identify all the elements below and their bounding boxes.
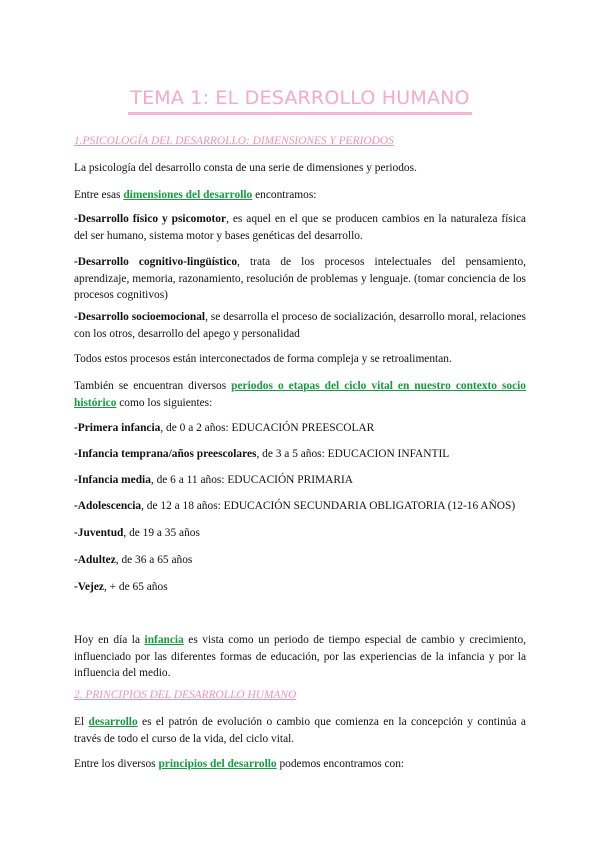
list-item-periodo [74,472,526,489]
list-item-periodo [74,525,526,542]
list-item-periodo [74,579,526,596]
term-socio: -Desarrollo socioemocional [74,311,206,323]
list-item-periodo [74,498,526,515]
el-post: es el patrón de evolución o cambio que comienza en la concepción y continúa a través de todo el curso de la vida, del ciclo vital. [74,716,526,745]
list-item-periodo [74,420,526,437]
tambien-pre: También se encuentran diversos [74,380,232,392]
periodo-text: , de 6 a 11 años: EDUCACIÓN PRIMARIA [150,474,353,486]
section-heading-2: 2. PRINCIPIOS DEL DESARROLLO HUMANO [74,689,297,701]
el-pre: El [74,716,89,728]
periodo-term: -Adultez [74,554,116,566]
periodo-term: -Infancia media [74,474,151,486]
paragraph-intro: La psicología del desarrollo consta de una serie de dimensiones y periodos. [74,162,417,174]
entre-post: podemos encontramos con: [276,758,405,770]
highlight-infancia: infancia [144,634,184,646]
periodo-term: -Adolescencia [74,500,142,512]
periodo-text: , de 12 a 18 años: EDUCACIÓN SECUNDARIA OBLIGATORIA (12-16 AÑOS) [141,500,516,512]
paragraph-desarrollo-fisico [74,211,526,244]
periodo-text: , de 19 a 35 años [123,527,200,539]
paragraph-desarrollo-cognitivo [74,254,526,304]
hoy-pre: Hoy en día la [74,634,145,646]
paragraph-dimensions [74,187,526,204]
list-item-periodo [74,552,526,569]
document-title: TEMA 1: EL DESARROLLO HUMANO [128,84,471,115]
section-heading-1: 1.PSICOLOGÍA DEL DESARROLLO: DIMENSIONES Y PERIODOS [74,135,394,147]
paragraph-todos: Todos estos procesos están interconectados de forma compleja y se retroalimentan. [74,353,452,365]
periodo-term: -Juventud [74,527,124,539]
paragraph-entre-principios [74,756,526,773]
highlight-periodos: periodos o etapas del ciclo vital en nuestro contexto socio histórico [74,380,526,409]
periodo-text: , de 36 a 65 años [115,554,193,566]
paragraph-hoy [74,632,526,682]
periodo-text: , de 3 a 5 años: EDUCACION INFANTIL [256,448,450,460]
entre-pre: Entre los diversos [74,758,159,770]
paragraph-el-desarrollo [74,714,526,747]
text-fisico: , es aquel en el que se producen cambios en la naturaleza física del ser humano, sistema motor y bases genéticas del desarrollo. [74,213,526,242]
highlight-principios: principios del desarrollo [158,758,277,770]
term-fisico: -Desarrollo físico y psicomotor [74,213,227,225]
periodo-term: -Vejez [74,581,104,593]
paragraph-tambien [74,378,526,411]
text-socio: , se desarrolla el proceso de socialización, desarrollo moral, relaciones con los otros, desarrollo del apego y personalidad [74,311,526,340]
dims-pre: Entre esas [74,189,124,201]
hoy-post: es vista como un periodo de tiempo especial de cambio y crecimiento, influenciado por las diferentes formas de educación, por las experiencias de la infancia y por la influencia del medio. [74,634,526,679]
dims-post: encontramos: [252,189,317,201]
paragraph-desarrollo-socioemocional [74,309,526,342]
highlight-desarrollo: desarrollo [88,716,138,728]
term-cognitivo: -Desarrollo cognitivo-lingüístico [74,256,238,268]
periodo-term: -Infancia temprana/años preescolares [74,448,257,460]
title-wrapper [0,84,600,115]
highlight-dimensiones: dimensiones del desarrollo [123,189,253,201]
periodo-text: , + de 65 años [103,581,168,593]
tambien-post: como los siguientes: [116,396,213,409]
list-item-periodo [74,446,526,463]
periodo-term: -Primera infancia [74,422,161,434]
text-cognitivo: , trata de los procesos intelectuales del pensamiento, aprendizaje, memoria, razonamiento, resolución de problemas y lenguaje. (tomar conciencia de los procesos cognitivos) [74,256,526,301]
periodo-text: , de 0 a 2 años: EDUCACIÓN PREESCOLAR [160,422,375,434]
